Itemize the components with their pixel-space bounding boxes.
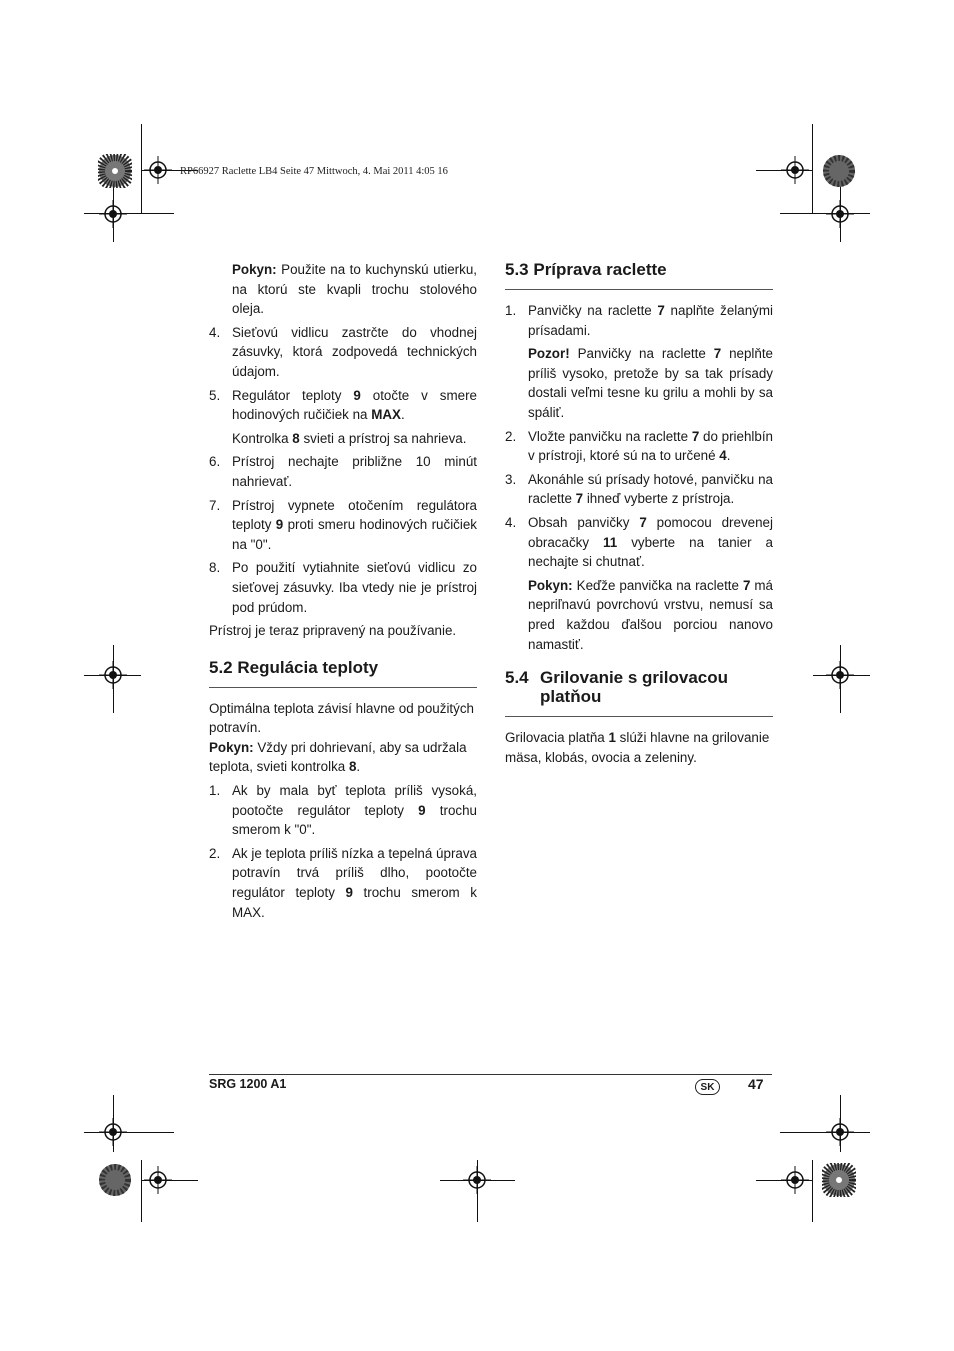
crop-line [141, 124, 142, 214]
item-text: Prístroj vypnete otočením regulátora teploty [232, 497, 477, 533]
ref-number: 11 [603, 534, 618, 550]
item-number: 2. [505, 428, 517, 444]
star-wheel-icon [98, 1163, 132, 1197]
registration-mark-icon [781, 1166, 809, 1194]
star-wheel-icon [822, 1163, 856, 1197]
item-subtext [232, 429, 477, 449]
section-text [505, 728, 773, 767]
section-intro: Optimálna teplota závisí hlavne od použitých potravín. [209, 700, 474, 736]
item-text: naplňte želanými prísadami. [528, 303, 773, 338]
item-text: ihneď vyberte z prístroja. [583, 491, 735, 507]
item-text: trochu smerom k "0". [232, 802, 478, 838]
list-item [209, 781, 477, 840]
registration-mark-icon [99, 200, 127, 228]
list-item [209, 496, 477, 555]
registration-mark-icon [826, 1118, 854, 1146]
item-text: pomocou drevenej obracačky [528, 514, 773, 550]
item-text: neplňte príliš vysoko, pretože by sa tak prísady dostali veľmi tesne ku grilu a mohli by sa spáliť. [528, 346, 773, 420]
item-number: 3. [505, 471, 517, 487]
item-text: Ak je teplota príliš nízka a tepelná úprava potravín trvá príliš dlho, pootočte regulátor teploty [232, 845, 477, 901]
section-title-text [540, 668, 728, 706]
registration-mark-icon [144, 1166, 172, 1194]
print-header: RP66927 Raclette LB4 Seite 47 Mittwoch, 4. Mai 2011 4:05 16 [180, 166, 448, 177]
item-text: do priehlbín v prístroji, ktoré sú na to určené [528, 428, 773, 464]
item-text: Po použití vytiahnite sieťovú vidlicu zo sieťovej zásuvky. Iba vtedy nie je prístroj pod prúdom. [232, 560, 477, 615]
language-badge: SK [695, 1079, 720, 1095]
star-wheel-icon [822, 154, 856, 188]
crop-line [141, 1160, 142, 1222]
crop-line [812, 1160, 813, 1222]
item-number: 4. [209, 324, 221, 340]
ref-number: 9 [275, 517, 284, 533]
ref-number: 7 [742, 577, 751, 593]
item-number: 2. [209, 845, 221, 861]
section-title [505, 668, 773, 706]
section-heading-53 [505, 260, 773, 290]
title-line: platňou [540, 687, 602, 707]
ready-text: Prístroj je teraz pripravený na používanie. [209, 623, 457, 639]
item-text: Grilovacia platňa [505, 730, 609, 746]
item-text: má nepriľnavú povrchovú vrstvu, nemusí sa pred každou ďalšou porciou nanovo namastiť. [528, 577, 774, 652]
ref-number: 9 [353, 387, 361, 403]
registration-mark-icon [781, 156, 809, 184]
item-number: 7. [209, 497, 221, 513]
list-item [209, 386, 477, 449]
list-item [209, 558, 477, 617]
item-text: Kontrolka [232, 430, 293, 446]
note-label: Pokyn: [232, 262, 277, 277]
note-text: Použite na to kuchynskú utierku, na ktorú ste kvapli trochu stolového oleja. [232, 262, 477, 317]
section-title: 5.2 Regulácia teploty [209, 657, 379, 677]
item-text: Obsah panvičky [528, 514, 640, 530]
ref-text: MAX [371, 407, 401, 423]
note-text: . [356, 759, 361, 775]
registration-mark-icon [463, 1166, 491, 1194]
registration-mark-icon [99, 661, 127, 689]
crop-line [84, 213, 174, 214]
item-number: 8. [209, 560, 221, 576]
item-text: proti smeru hodinových ručičiek na "0". [232, 517, 477, 552]
item-number: 1. [209, 783, 221, 799]
item-text: svieti a prístroj sa nahrieva. [299, 430, 467, 446]
item-text: otočte v smere hodinových ručičiek na [232, 387, 477, 423]
ref-number: 7 [657, 303, 665, 318]
item-text: . [400, 407, 405, 423]
list-item [209, 323, 477, 382]
section-heading-54 [505, 668, 773, 717]
warning-label: Pozor! [528, 346, 570, 362]
crop-line [84, 1132, 174, 1133]
crop-line [780, 1132, 870, 1133]
item-text: . [726, 448, 731, 464]
note-label: Pokyn: [528, 577, 573, 593]
crop-line [812, 124, 813, 214]
item-text: Panvičky na raclette [569, 346, 714, 362]
ref-number: 9 [345, 885, 353, 901]
section-title: 5.3 Príprava raclette [505, 260, 667, 279]
ref-number: 9 [418, 802, 426, 818]
item-text: Regulátor teploty [232, 387, 354, 403]
list-item [505, 513, 773, 654]
list-item [505, 470, 773, 509]
right-column [505, 260, 773, 767]
ref-number: 1 [608, 730, 616, 746]
registration-mark-icon [826, 200, 854, 228]
item-text: Sieťovú vidlicu zastrčte do vhodnej zásuvky, ktorá zodpovedá technických údajom. [232, 324, 477, 379]
item-text: Keďže panvička na raclette [572, 577, 743, 593]
list-item [505, 301, 773, 423]
item-number: 4. [505, 514, 517, 530]
item-text: vyberte na tanier a nechajte si chutnať. [528, 534, 773, 570]
list-item [505, 427, 773, 466]
registration-mark-icon [99, 1118, 127, 1146]
ref-number: 7 [639, 514, 647, 530]
note-label: Pokyn: [209, 739, 254, 755]
section-number: 5.4 [505, 668, 529, 688]
item-text: Panvičky na raclette [528, 303, 658, 318]
ref-number: 7 [713, 346, 722, 362]
ref-number: 8 [292, 430, 300, 446]
model-number: SRG 1200 A1 [209, 1077, 287, 1091]
star-wheel-icon [98, 154, 132, 188]
note-text: Vždy pri dohrievaní, aby sa udržala teplota, svieti kontrolka [209, 739, 467, 775]
list-item [209, 844, 477, 922]
ref-number: 4 [719, 448, 727, 464]
page-number: 47 [748, 1076, 764, 1092]
registration-mark-icon [826, 661, 854, 689]
item-subtext [528, 344, 773, 422]
item-text: trochu smerom k MAX. [232, 885, 477, 920]
title-line: Grilovanie s grilovacou [540, 668, 729, 688]
item-number: 5. [209, 387, 221, 403]
section-note [209, 738, 477, 777]
crop-line [780, 213, 870, 214]
ref-number: 8 [348, 759, 357, 775]
item-text: Akonáhle sú prísady hotové, panvičku na raclette [528, 471, 773, 507]
ref-number: 7 [691, 428, 700, 444]
item-text: Prístroj nechajte približne 10 minút nahrievať. [232, 454, 477, 489]
list-item [209, 452, 477, 491]
left-column [209, 260, 477, 926]
note [209, 260, 477, 319]
item-text: slúži hlavne na grilovanie mäsa, klobás, ovocia a zeleniny. [505, 730, 770, 765]
item-text: Ak by mala byť teplota príliš vysoká, pootočte regulátor teploty [232, 783, 477, 818]
ref-number: 7 [575, 491, 584, 507]
section-heading-52 [209, 658, 477, 688]
item-subtext [528, 576, 773, 654]
footer-rule [209, 1074, 772, 1075]
item-number: 1. [505, 303, 517, 318]
registration-mark-icon [144, 156, 172, 184]
item-number: 6. [209, 454, 221, 470]
item-text: Vložte panvičku na raclette [528, 428, 692, 444]
